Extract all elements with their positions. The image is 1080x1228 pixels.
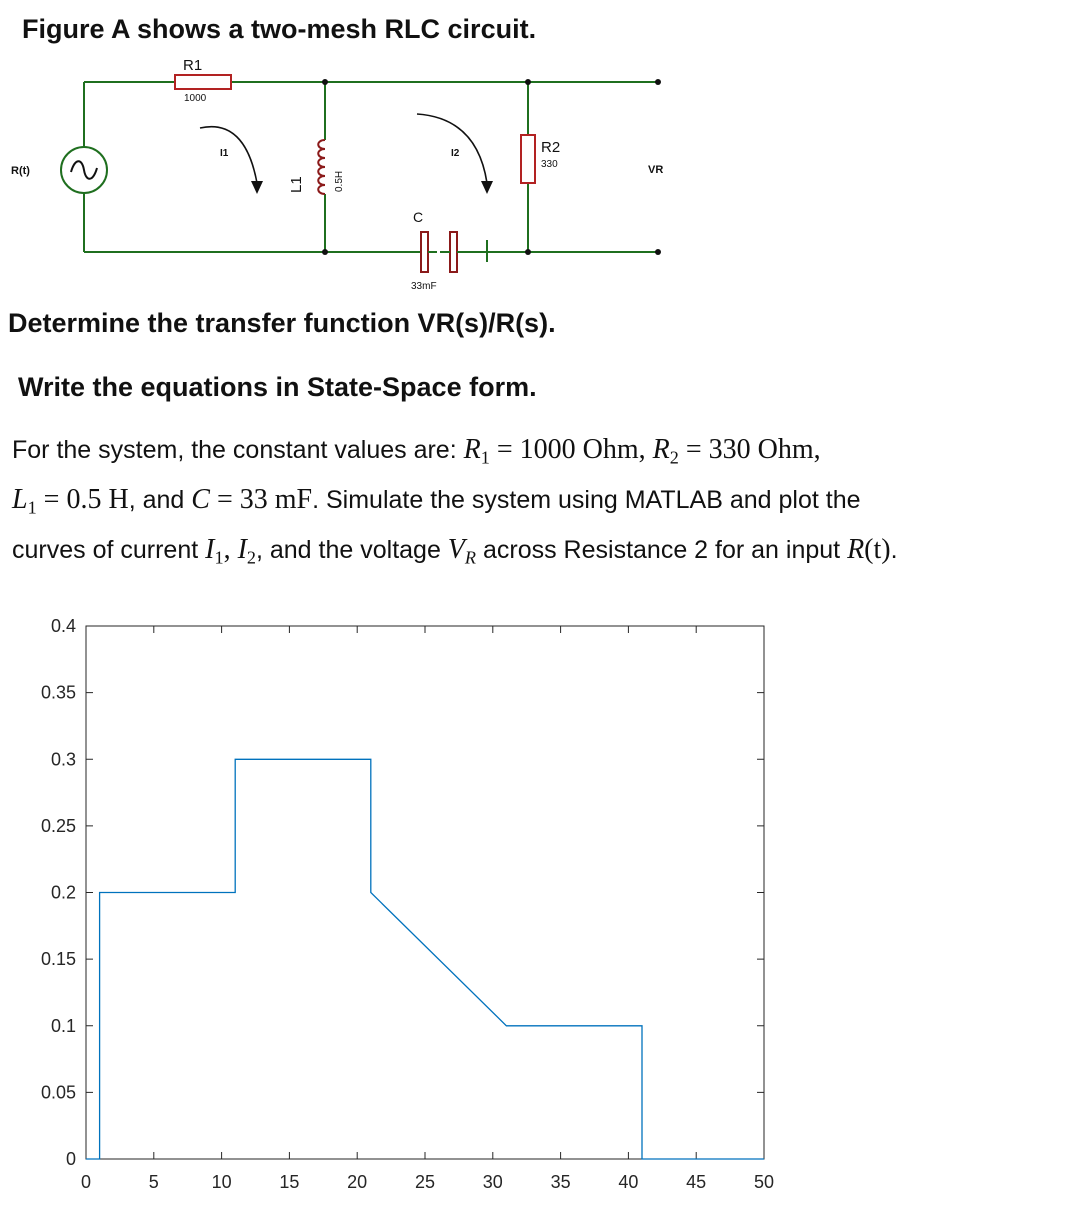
i2-label: I2	[451, 148, 460, 159]
paragraph-line-3	[12, 525, 898, 575]
i2-symbol: I	[237, 534, 247, 565]
vr-label: VR	[648, 164, 664, 176]
c-label: C	[413, 209, 424, 225]
c-value-text: = 33 mF	[209, 484, 313, 515]
c-symbol: C	[191, 484, 210, 515]
figure-title: Figure A shows a two-mesh RLC circuit.	[22, 14, 537, 44]
y-tick-label: 0.15	[40, 949, 76, 970]
series-line	[86, 759, 764, 1159]
l1-value-text: = 0.5 H	[36, 484, 129, 515]
rt-symbol: R	[847, 534, 865, 565]
i1-symbol: I	[205, 534, 215, 565]
l1-value: 0.5H	[334, 170, 345, 192]
i1-arrow-icon	[200, 127, 257, 183]
input-signal-plot	[0, 600, 1080, 1220]
vr-subscript: R	[464, 547, 477, 568]
question-state-space: Write the equations in State-Space form.	[18, 372, 537, 402]
simulate-text: . Simulate the system using MATLAB and plot the	[312, 486, 861, 514]
period-text: .	[890, 536, 898, 564]
x-tick-label: 5	[148, 1172, 159, 1192]
y-tick-label: 0.25	[40, 815, 76, 836]
paragraph-line-2	[12, 475, 898, 525]
x-tick-label: 25	[414, 1172, 436, 1192]
r1-label: R1	[183, 57, 203, 74]
r2-resistor	[521, 135, 535, 183]
comma-text: ,	[223, 534, 238, 565]
y-tick-labels	[41, 616, 76, 1169]
circuit-diagram	[0, 50, 700, 300]
y-tick-label: 0.3	[50, 749, 76, 770]
r1-subscript: 1	[480, 447, 490, 468]
intro-text: For the system, the constant values are:	[12, 436, 464, 464]
l1-subscript: 1	[27, 497, 37, 518]
inductor-l1-icon	[318, 140, 325, 194]
r1-resistor	[175, 75, 231, 89]
r2-symbol: R	[652, 434, 670, 465]
c-value: 33mF	[411, 281, 437, 292]
y-tick-label: 0.1	[50, 1015, 76, 1036]
i1-label: I1	[220, 148, 229, 159]
problem-paragraph	[12, 425, 898, 575]
r1-value-text: = 1000 Ohm,	[489, 434, 653, 465]
across-text: across Resistance 2 for an input	[476, 536, 848, 564]
r2-subscript: 2	[669, 447, 679, 468]
question-transfer-function: Determine the transfer function VR(s)/R(s).	[8, 308, 556, 338]
vr-symbol: V	[447, 534, 465, 565]
r2-value-text: = 330 Ohm,	[678, 434, 821, 465]
source-label: R(t)	[11, 165, 30, 177]
l1-symbol: L	[12, 484, 28, 515]
rt-paren: (t)	[864, 534, 891, 565]
paragraph-line-1	[12, 425, 898, 475]
x-tick-label: 50	[753, 1172, 775, 1192]
x-tick-label: 10	[211, 1172, 232, 1192]
l1-label: L1	[288, 176, 305, 193]
x-tick-label: 30	[482, 1172, 503, 1192]
y-tick-label: 0.05	[40, 1082, 76, 1103]
x-tick-label: 15	[279, 1172, 300, 1192]
i2-subscript: 2	[246, 547, 256, 568]
r1-value: 1000	[184, 93, 207, 104]
r2-value: 330	[541, 159, 558, 170]
r1-symbol: R	[463, 434, 481, 465]
i1-subscript: 1	[214, 547, 224, 568]
voltage-text: , and the voltage	[255, 536, 448, 564]
x-tick-label: 45	[686, 1172, 707, 1192]
y-tick-label: 0.4	[50, 616, 76, 636]
y-tick-label: 0.2	[50, 882, 76, 903]
curves-text: curves of current	[12, 536, 206, 564]
wires	[84, 82, 658, 262]
y-tick-label: 0.35	[40, 682, 76, 703]
x-tick-label: 20	[347, 1172, 368, 1192]
x-tick-label: 0	[80, 1172, 92, 1192]
node-dots	[322, 79, 664, 255]
and-text: , and	[128, 486, 192, 514]
x-tick-label: 40	[618, 1172, 639, 1192]
capacitor-c-icon	[421, 232, 487, 272]
x-tick-label: 35	[550, 1172, 571, 1192]
y-tick-label: 0	[65, 1149, 76, 1169]
x-tick-labels	[81, 1172, 774, 1192]
r2-label: R2	[541, 139, 561, 156]
